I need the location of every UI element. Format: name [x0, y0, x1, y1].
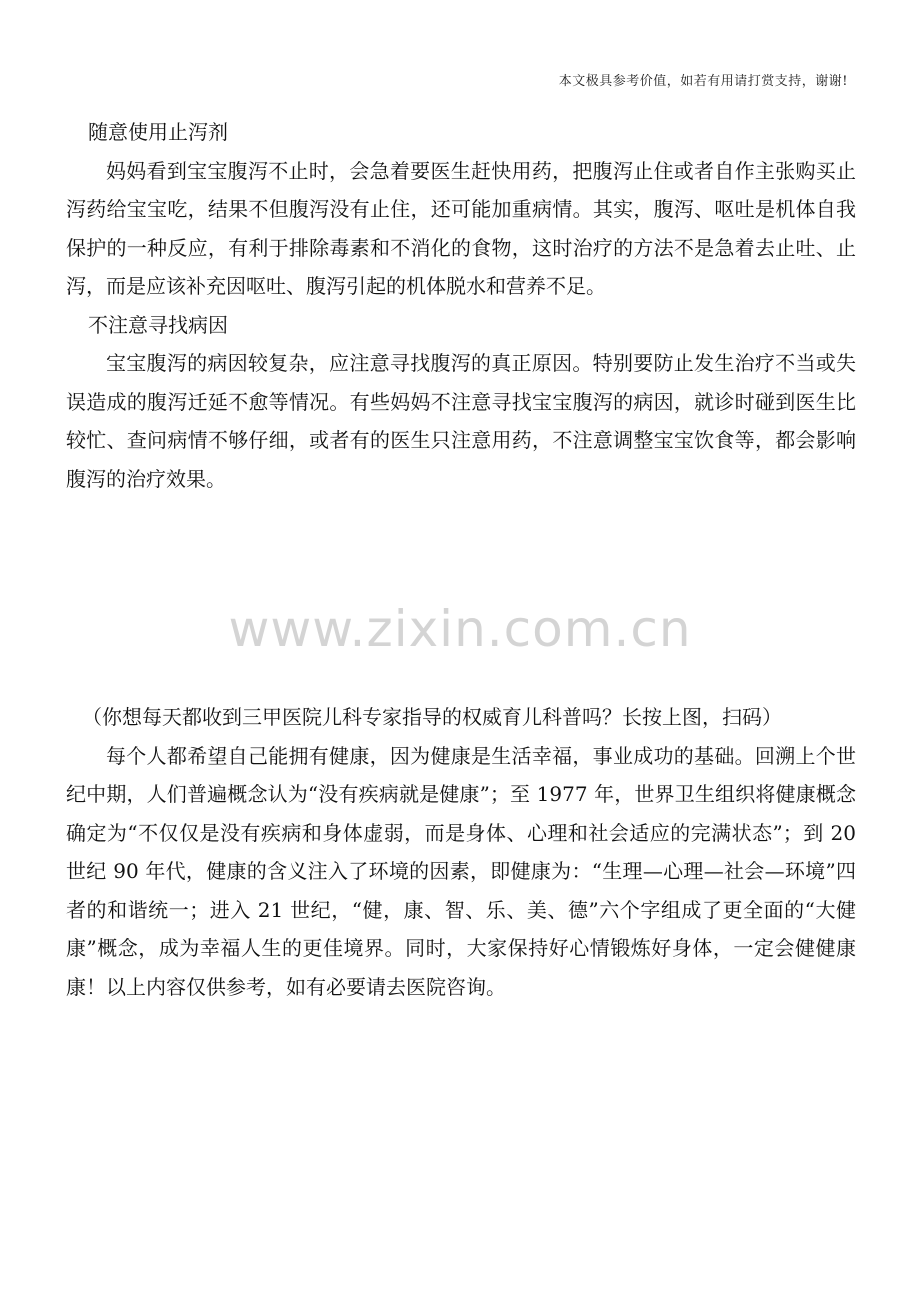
section-heading-cause: 不注意寻找病因	[88, 312, 228, 337]
health-paragraph: 每个人都希望自己能拥有健康，因为健康是生活幸福，事业成功的基础。回溯上个世纪中期，人们普遍概念认为“没有疾病就是健康”；至 1977 年，世界卫生组织将健康概念确定为“不仅仅是没有疾病和身体虚弱，而是身体、心理和社会适应的完满状态”；到 20 世纪 90 年代，健康的含义注入了环境的因素，即健康为：“生理—心理—社会—环境”四者的和谐统一；进入 21 世纪，“健，康、智、乐、美、德”六个字组成了更全面的“大健康”概念，成为幸福人生的更佳境界。同时，大家保持好心情锻炼好身体，一定会健健康康！以上内容仅供参考，如有必要请去医院咨询。	[66, 743, 856, 999]
watermark: www.zixin.com.cn	[228, 600, 692, 658]
qr-caption: （你想每天都收到三甲医院儿科专家指导的权威育儿科普吗？长按上图，扫码）	[82, 705, 782, 729]
section-paragraph-cause: 宝宝腹泻的病因较复杂，应注意寻找腹泻的真正原因。特别要防止发生治疗不当或失误造成的腹泻迁延不愈等情况。有些妈妈不注意寻找宝宝腹泻的病因，就诊时碰到医生比较忙、查问病情不够仔细，或者有的医生只注意用药，不注意调整宝宝饮食等，都会影响腹泻的治疗效果。	[66, 351, 856, 491]
header-note: 本文极具参考价值，如若有用请打赏支持，谢谢!	[558, 74, 848, 89]
section-heading-antidiarrheal: 随意使用止泻剂	[88, 120, 228, 144]
section-paragraph-antidiarrheal: 妈妈看到宝宝腹泻不止时，会急着要医生赶快用药，把腹泻止住或者自作主张购买止泻药给宝宝吃，结果不但腹泻没有止住，还可能加重病情。其实，腹泻、呕吐是机体自我保护的一种反应，有利于排除毒素和不消化的食物，这时治疗的方法不是急着去止吐、止泻，而是应该补充因呕吐、腹泻引起的机体脱水和营养不足。	[66, 158, 856, 298]
article-footer	[66, 698, 856, 1006]
article-body	[66, 113, 856, 498]
